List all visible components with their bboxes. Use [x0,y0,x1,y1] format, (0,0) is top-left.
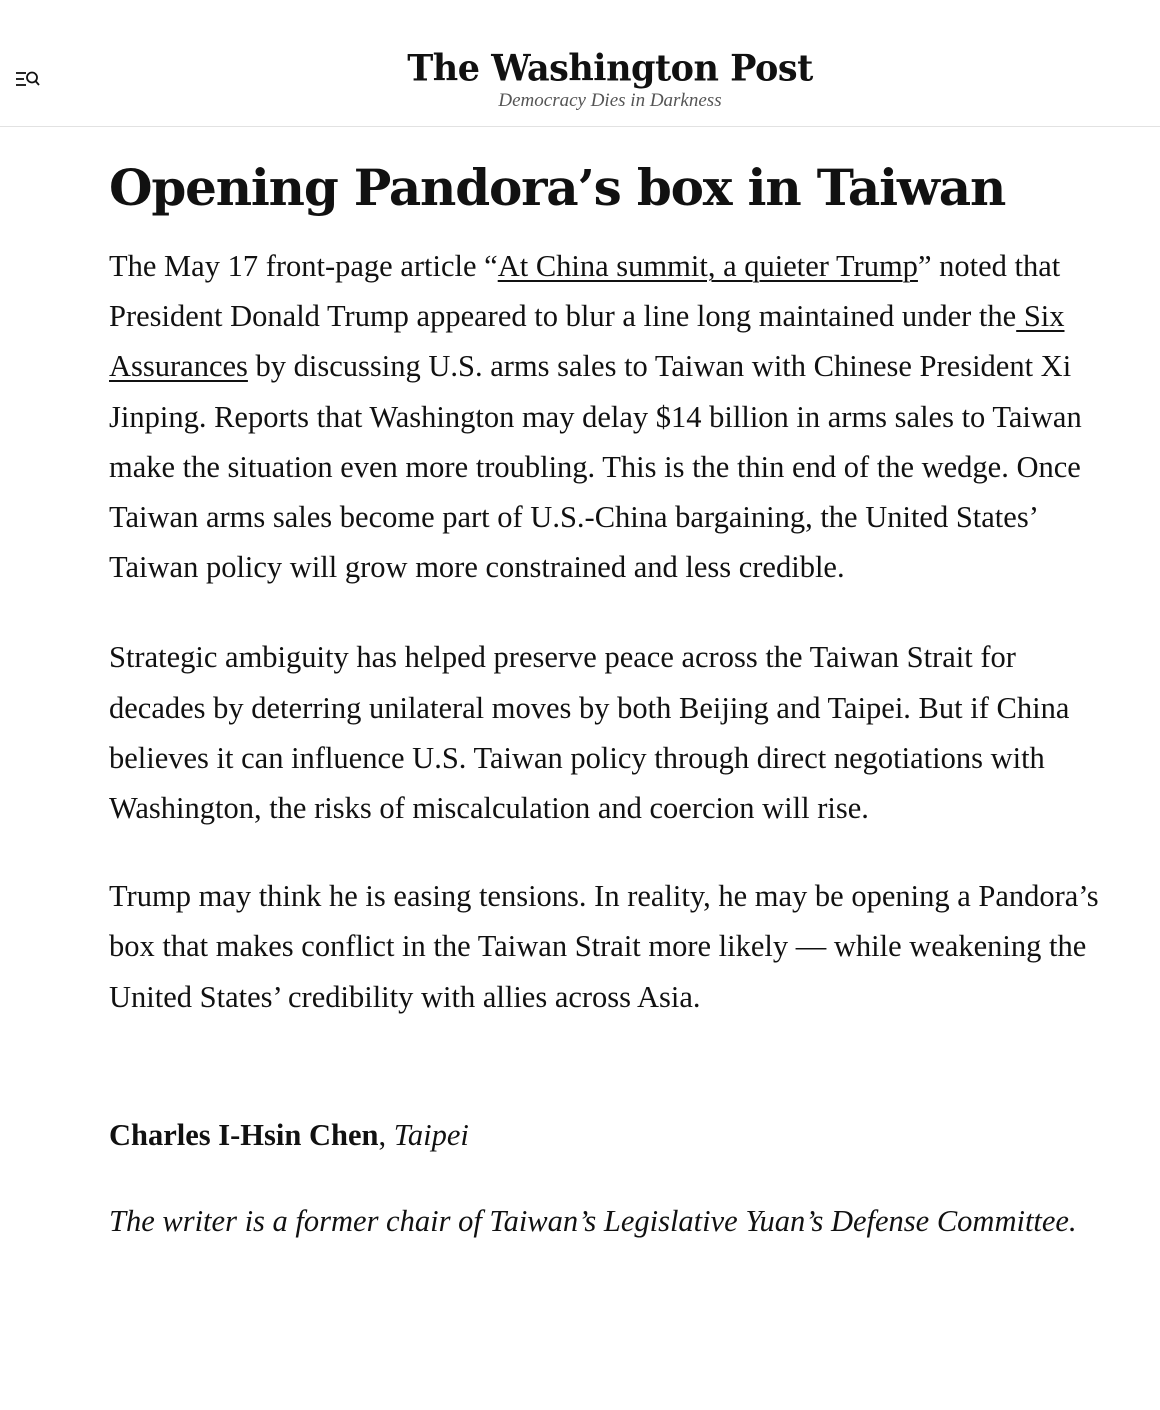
paragraph-text: by discussing U.S. arms sales to Taiwan with Chinese President Xi Jinping. Reports that Washington may delay $14 billion in arms sales to Taiwan make the situation even more troubling. This is the thin end of the wedge. Once Taiwan arms sales become part of U.S.-China bargaining, the United States’ Taiwan policy will grow more constrained and less credible. [109,349,1082,585]
article-paragraph-1 [109,241,1119,592]
paragraph-text: ” noted that President Donald Trump appeared to blur a line long maintained under the [109,249,1061,334]
byline-location: Taipei [393,1117,469,1152]
paragraph-text: The May 17 front-page article “ [109,249,498,283]
byline-author: Charles I-Hsin Chen [109,1117,379,1152]
byline-separator: , [378,1117,394,1152]
article-paragraph-2: Strategic ambiguity has helped preserve peace across the Taiwan Strait for decades by deterring unilateral moves by both Beijing and Taipei. But if China believes it can influence U.S. Taiwan policy through direct negotiations with Washington, the risks of miscalculation and coercion will rise. [109,640,1070,826]
site-logo[interactable]: The Washington Post [407,46,813,90]
site-header [0,0,1160,127]
article-headline: Opening Pandora’s box in Taiwan [109,158,1006,217]
masthead [0,46,1160,112]
site-tagline: Democracy Dies in Darkness [498,90,722,111]
article-link-china-summit[interactable]: At China summit, a quieter Trump [497,249,918,283]
article-link-six-assurances[interactable]: Six Assurances [109,299,1065,384]
article-paragraph-3: Trump may think he is easing tensions. In reality, he may be opening a Pandora’s box that makes conflict in the Taiwan Strait more likely — while weakening the United States’ credibility with allies across Asia. [109,879,1099,1014]
author-note: The writer is a former chair of Taiwan’s Legislative Yuan’s Defense Committee. [109,1203,1077,1238]
byline [109,1110,1119,1160]
article [109,150,1119,1246]
